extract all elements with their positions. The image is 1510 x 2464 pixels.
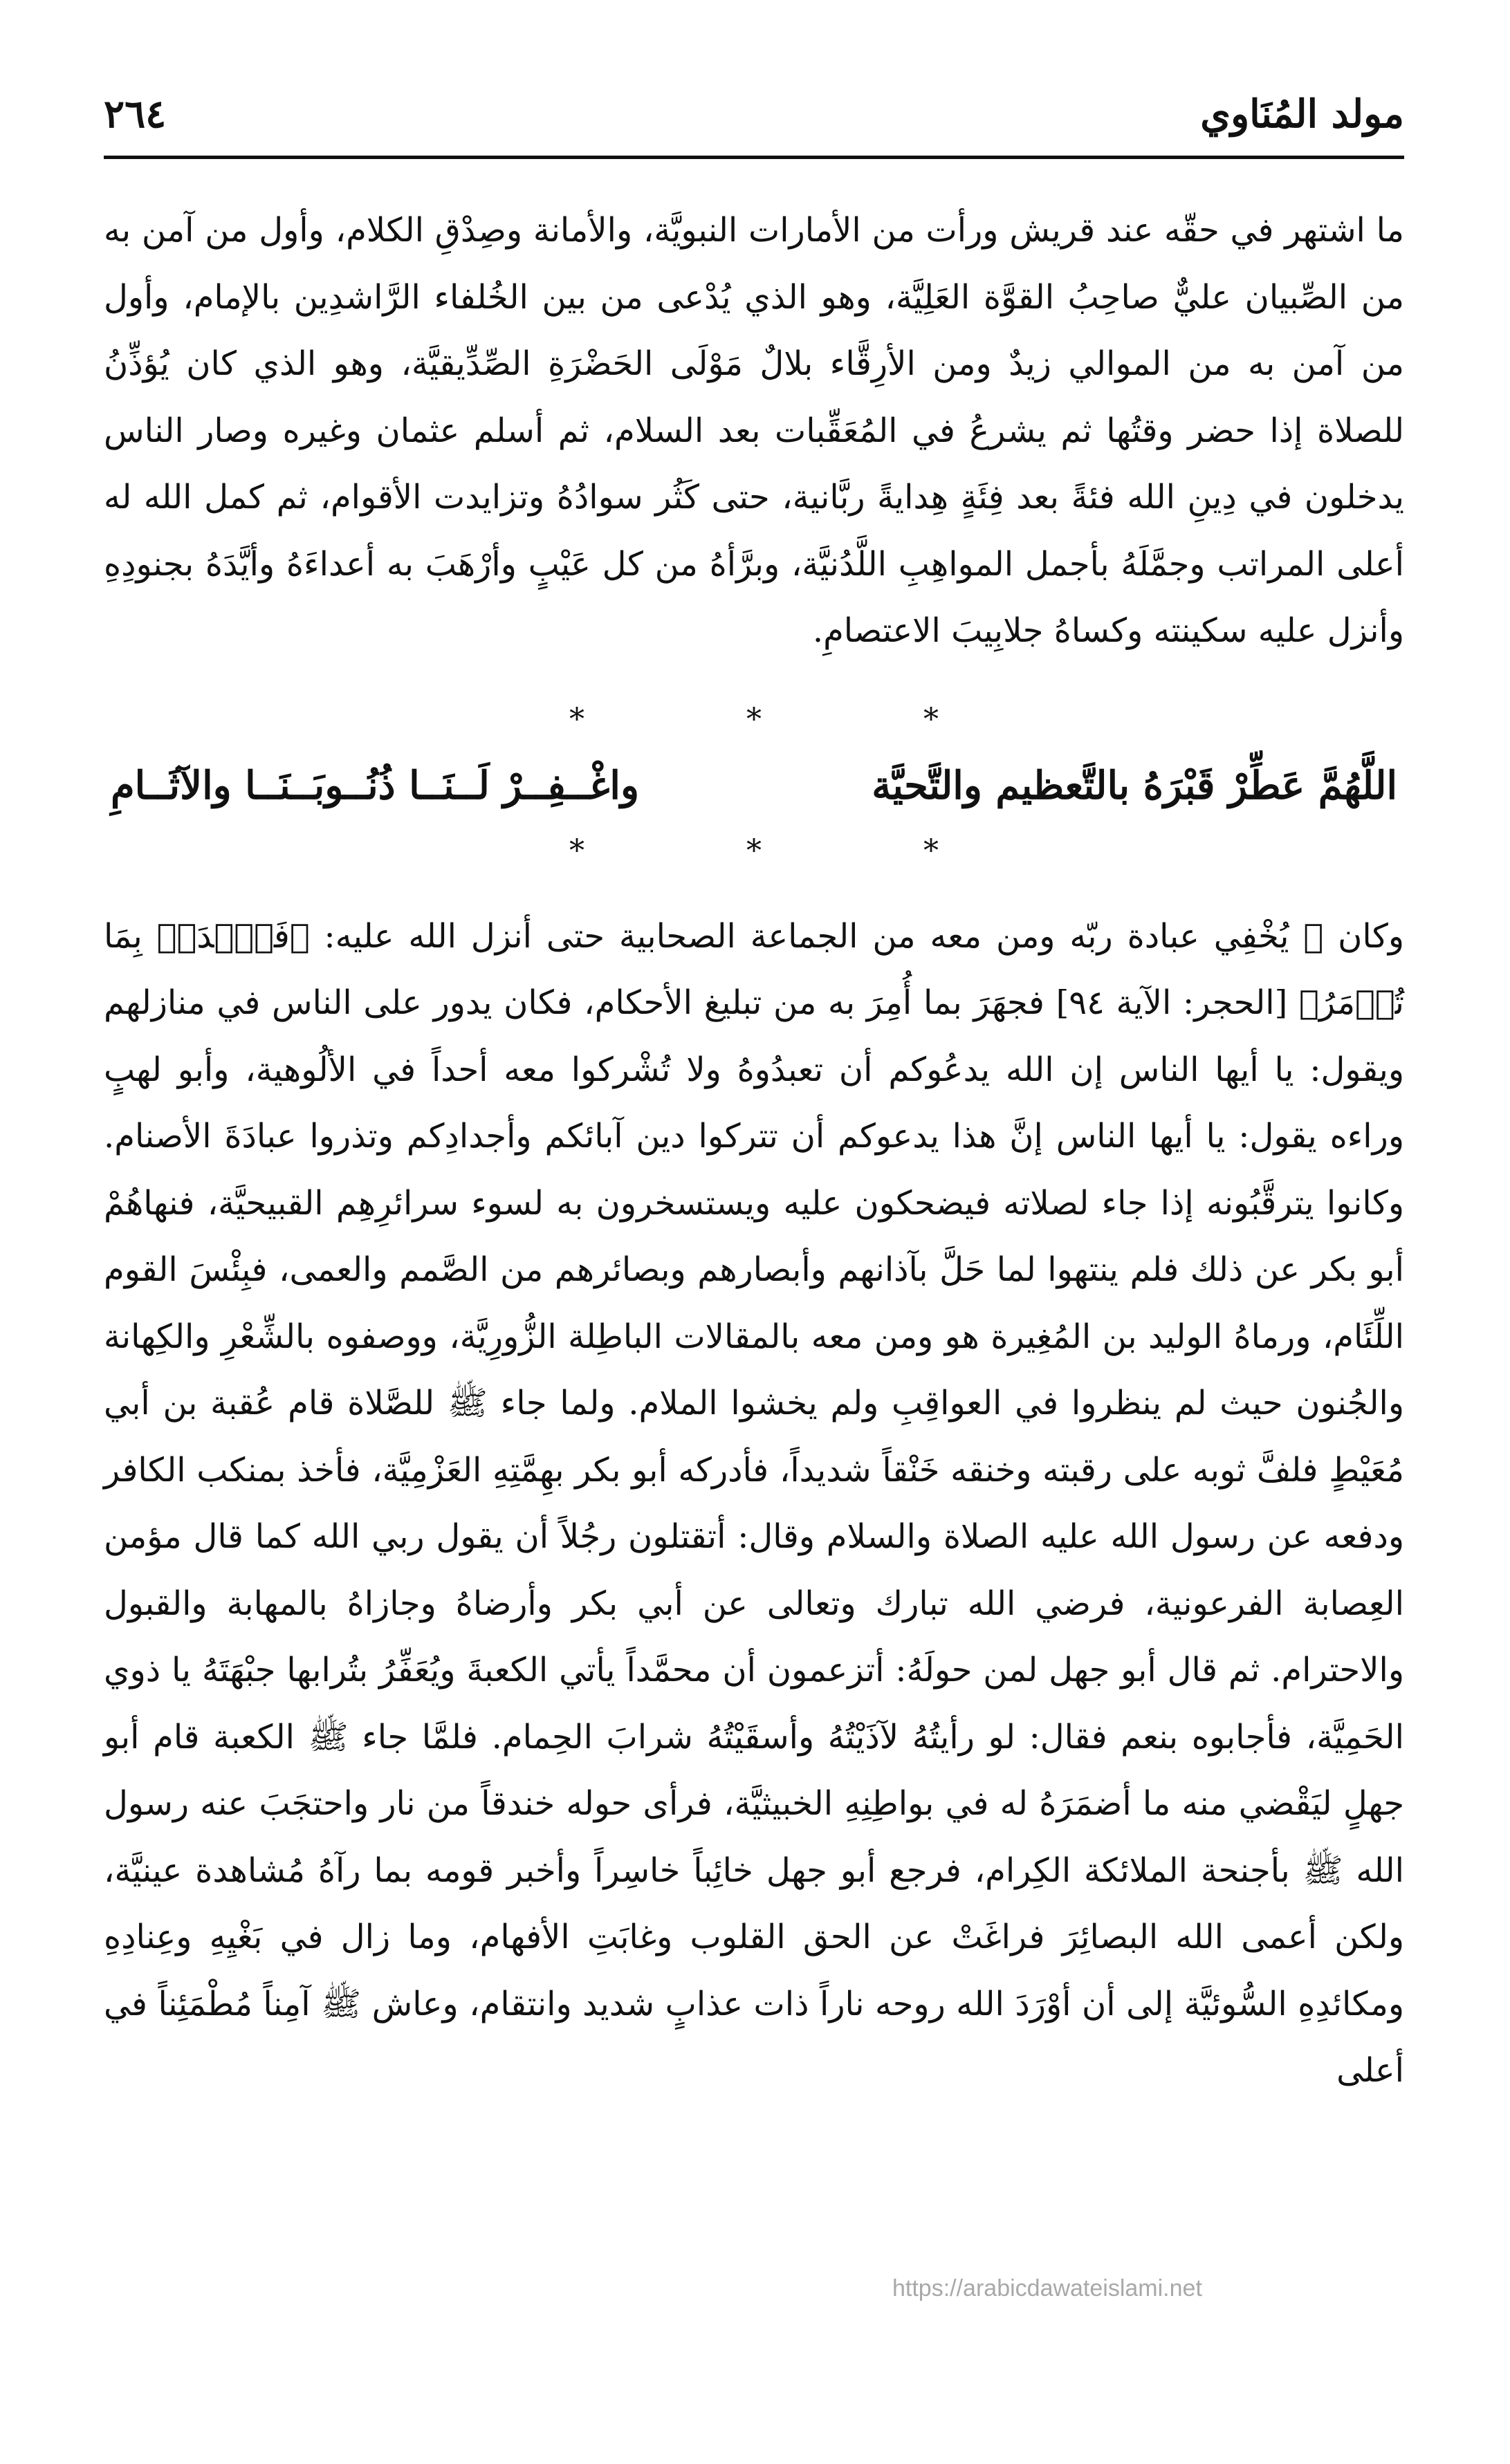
document-page [104,83,1404,2434]
page-number: ٢٦٤ [104,91,167,137]
body-paragraph-1: ما اشتهر في حقّه عند قريش ورأت من الأمارات النبويَّة، والأمانة وصِدْقِ الكلام، وأول من آمن به من الصِّبيان عليٌّ صاحِبُ القوَّة العَلِيَّة، وهو الذي يُدْعى من بين الخُلفاء الرَّاشدِين بالإمام، وأول من آمن به من الموالي زيدٌ ومن الأرِقَّاء بلالٌ مَوْلَى الحَضْرَةِ الصِّدِّيقيَّة، وهو الذي كان يُؤذِّنُ للصلاة إذا حضر وقتُها ثم يشرعُ في المُعَقِّبات بعد السلام، ثم أسلم عثمان وغيره وصار الناس يدخلون في دِينِ الله فئةً بعد فِئَةٍ هِدايةً ربَّانية، حتى كَثُر سوادُهُ وتزايدت الأقوام، ثم كمل الله له أعلى المراتب وجمَّلَهُ بأجمل المواهِبِ اللَّدُنيَّة، وبرَّأهُ من كل عَيْبٍ وأرْهَبَ به أعداءَهُ وأيَّدَهُ بجنودِهِ وأنزل عليه سكينته وكساهُ جلابِيبَ الاعتصامِ. [104,211,1405,650]
verse-first-hemistich: اللَّهُمَّ عَطِّرْ قَبْرَهُ بالتَّعظيم والتَّحيَّة [872,762,1397,808]
section-divider-stars-top: * * * [569,701,1015,737]
verse-second-hemistich: واغْــفِــرْ لَــنَــا ذُنُــوبَــنَــا والآثَــامِ [111,762,639,808]
page-header [104,83,1404,159]
section-divider-stars-bottom: * * * [569,833,1015,869]
body-paragraph-2: وكان ﷺ يُخْفِي عبادة ربّه ومن معه من الجماعة الصحابية حتى أنزل الله عليه: ﴿فَٱصۡدَعۡ بِمَا تُؤۡمَرُ﴾ [الحجر: الآية ٩٤] فجهَرَ بما أُمِرَ به من تبليغ الأحكام، فكان يدور على الناس في منازلهم ويقول: يا أيها الناس إن الله يدعُوكم أن تعبدُوهُ ولا تُشْركوا معه أحداً في الألُوهية، وأبو لهبٍ وراءه يقول: يا أيها الناس إنَّ هذا يدعوكم أن تتركوا دين آبائكم وأجدادِكم وتذروا عبادَةَ الأصنام. وكانوا يترقَّبُونه إذا جاء لصلاته فيضحكون عليه ويستسخرون به لسوء سرائرِهِم القبيحيَّة، فنهاهُمْ أبو بكر عن ذلك فلم ينتهوا لما حَلَّ بآذانهم وأبصارهم وبصائرهم من الصَّمم والعمى، فبِئْسَ القوم اللِّئَام، ورماهُ الوليد بن المُغِيرة هو ومن معه بالمقالات الباطِلة الزُّورِيَّة، ووصفوه بالشِّعْرِ والكِهانة والجُنون حيث لم ينظروا في العواقِبِ ولم يخشوا الملام. ولما جاء ﷺ للصَّلاة قام عُقبة بن أبي مُعَيْطٍ فلفَّ ثوبه على رقبته وخنقه خَنْقاً شديداً، فأدركه أبو بكر بهِمَّتِهِ العَزْمِيَّة، فأخذ بمنكب الكافر ودفعه عن رسول الله عليه الصلاة والسلام وقال: أتقتلون رجُلاً أن يقول ربي الله كما قال مؤمن العِصابة الفرعونية، فرضي الله تبارك وتعالى عن أبي بكر وأرضاهُ وجازاهُ بالمهابة والقبول والاحترام. ثم قال أبو جهل لمن حولَهُ: أتزعمون أن محمَّداً يأتي الكعبةَ ويُعَفِّرُ بتُرابها جبْهَتَهُ يا ذوي الحَمِيَّة، فأجابوه بنعم فقال: لو رأيتُهُ لآذَيْتُهُ وأسقَيْتُهُ شرابَ الحِمام. فلمَّا جاء ﷺ الكعبة قام أبو جهلٍ ليَقْضي منه ما أضمَرَهُ له في بواطِنِهِ الخبيثيَّة، فرأى حوله خندقاً من نار واحتجَبَ عنه رسول الله ﷺ بأجنحة الملائكة الكِرام، فرجع أبو جهل خائِباً خاسِراً وأخبر قومه بما رآهُ مُشاهدة عينيَّة، ولكن أعمى الله البصائِرَ فراغَتْ عن الحق القلوب وغابَتِ الأفهام، وما زال في بَغْيِهِ وعِنادِهِ ومكائدِهِ السُّوئيَّة إلى أن أوْرَدَ الله روحه ناراً ذات عذابٍ شديد وانتقام، وعاش ﷺ آمِناً مُطْمَئِناً في أعلى [104,916,1405,2090]
source-watermark-link[interactable]: https://arabicdawateislami.net [892,2275,1202,2301]
verse-couplet [104,748,1404,824]
running-title: مولد المُنَاوي [1200,91,1404,137]
